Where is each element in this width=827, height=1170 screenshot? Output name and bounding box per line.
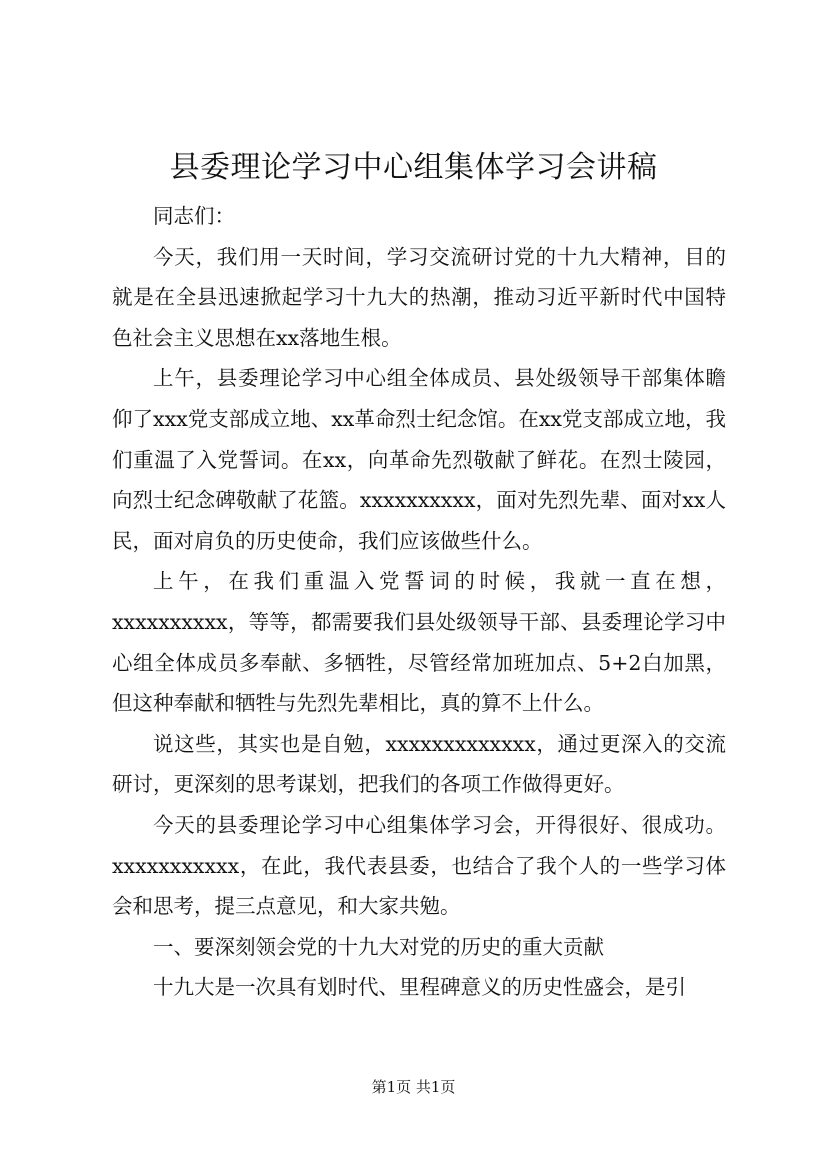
- document-title: 县委理论学习中心组集体学习会讲稿: [169, 150, 658, 185]
- body-paragraph: 今天的县委理论学习中心组集体学习会，开得很好、很成功。xxxxxxxxxxx，在此，我代表县委，也结合了我个人的一些学习体会和思考，提三点意见，和大家共勉。: [112, 812, 726, 919]
- document-body: [112, 196, 726, 1008]
- body-paragraph: 说这些，其实也是自勉，xxxxxxxxxxxxx，通过更深入的交流研讨，更深刻的思考谋划，把我们的各项工作做得更好。: [112, 731, 726, 797]
- body-paragraph: 上午，县委理论学习中心组全体成员、县处级领导干部集体瞻仰了xxx党支部成立地、xx革命烈士纪念馆。在xx党支部成立地，我们重温了入党誓词。在xx，向革命先烈敬献了鲜花。在烈士陵园，向烈士纪念碑敬献了花篮。xxxxxxxxxx，面对先烈先辈、面对xx人民，面对肩负的历史使命，我们应该做些什么。: [112, 366, 726, 553]
- body-paragraph: 今天，我们用一天时间，学习交流研讨党的十九大精神，目的就是在全县迅速掀起学习十九大的热潮，推动习近平新时代中国特色社会主义思想在xx落地生根。: [112, 244, 726, 350]
- salutation-paragraph: 同志们：: [153, 204, 235, 228]
- section-heading: 一、要深刻领会党的十九大对党的历史的重大贡献: [153, 934, 604, 959]
- body-paragraph: 十九大是一次具有划时代、里程碑意义的历史性盛会，是引: [153, 975, 686, 1000]
- page-number-footer: 第1页 共1页: [371, 1078, 456, 1096]
- body-paragraph: 上午，在我们重温入党誓词的时候，我就一直在想，xxxxxxxxxx，等等，都需要我们县处级领导干部、县委理论学习中心组全体成员多奉献、多牺牲，尽管经常加班加点、5+2白加黑，但这种奉献和牺牲与先烈先辈相比，真的算不上什么。: [112, 569, 726, 716]
